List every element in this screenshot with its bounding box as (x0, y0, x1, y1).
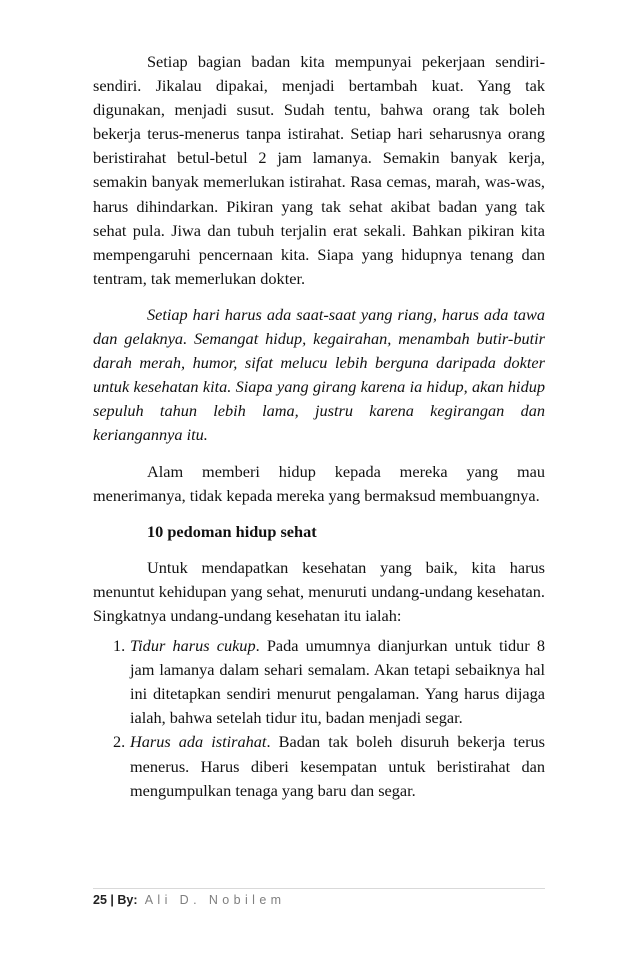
paragraph-nature: Alam memberi hidup kepada mereka yang mau menerimanya, tidak kepada mereka yang bermaksud membuangnya. (93, 461, 545, 505)
list-item-term: Tidur harus cukup (130, 636, 256, 656)
list-item-text: . Badan tak boleh disuruh bekerja terus menerus. Harus diberi kesempatan untuk beristirahat dan mengumpulkan tenaga yang baru dan segar. (130, 732, 546, 800)
list-item-term: Harus ada istirahat (130, 732, 267, 752)
list-item (93, 634, 545, 730)
footer-author: Ali D. Nobilem (137, 893, 286, 907)
list-item-number: 2. (113, 732, 126, 752)
paragraph-health-laws: Untuk mendapatkan kesehatan yang baik, kita harus menuntut kehidupan yang sehat, menuruti undang-undang kesehatan. Singkatnya undang-undang kesehatan itu ialah: (93, 557, 545, 625)
page-body (93, 50, 545, 803)
section-heading: 10 pedoman hidup sehat (147, 521, 317, 541)
footer-by-label: By: (117, 893, 138, 907)
footer-separator: | (106, 893, 118, 907)
list-item-number: 1. (113, 636, 126, 656)
health-guidelines-list (93, 634, 545, 803)
page-number: 25 (93, 893, 107, 907)
paragraph-joy: Setiap hari harus ada saat-saat yang riang, harus ada tawa dan gelaknya. Semangat hidup, kegairahan, menambah butir-butir darah merah, humor, sifat melucu lebih berguna daripada dokter untuk kesehatan kita. Siapa yang girang karena ia hidup, akan hidup sepuluh tahun lebih lama, justru karena kegirangan dan keriangannya itu. (93, 304, 545, 445)
page-footer (93, 893, 286, 907)
list-item (93, 730, 545, 802)
list-item-text: . Pada umumnya dianjurkan untuk tidur 8 jam lamanya dalam sehari semalam. Akan tetapi sebaiknya hal ini ditetapkan sendiri menurut pengalaman. Yang harus dijaga ialah, bahwa setelah tidur itu, badan menjadi segar. (130, 636, 546, 728)
paragraph-body-parts: Setiap bagian badan kita mempunyai pekerjaan sendiri-sendiri. Jikalau dipakai, menjadi bertambah kuat. Yang tak digunakan, menjadi susut. Sudah tentu, bahwa orang tak boleh bekerja terus-menerus tanpa istirahat. Setiap hari seharusnya orang beristirahat betul-betul 2 jam lamanya. Semakin banyak kerja, semakin banyak memerlukan istirahat. Rasa cemas, marah, was-was, harus dihindarkan. Pikiran yang tak sehat akibat badan yang tak sehat pula. Jiwa dan tubuh terjalin erat sekali. Bahkan pikiran kita mempengaruhi pencernaan kita. Siapa yang hidupnya tenang dan tentram, tak memerlukan dokter. (93, 52, 545, 288)
footer-divider (93, 888, 545, 889)
